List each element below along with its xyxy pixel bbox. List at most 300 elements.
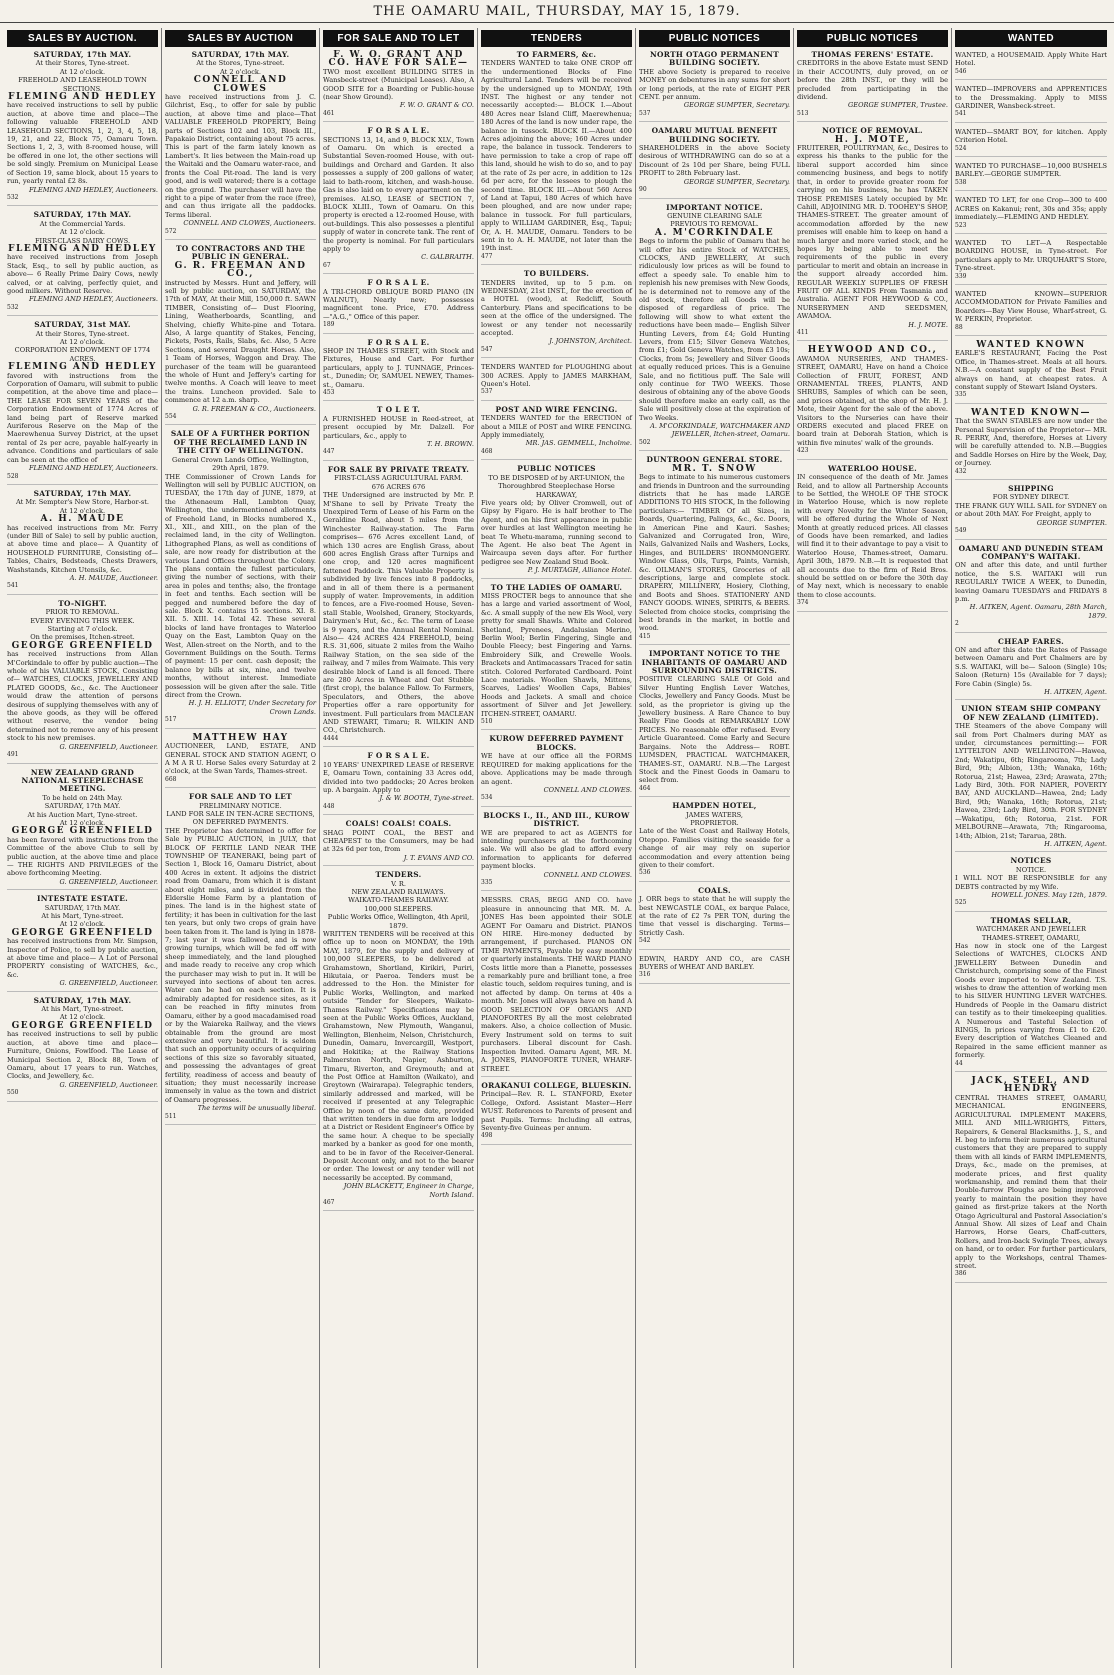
ad-title: DUNTROON GENERAL STORE.	[646, 455, 783, 465]
ad-body: have received instructions from Joseph Stack, Esq., to sell by public auction, as above— 6 Really Prime Dairy Cows, newly calved, or at calving, perfectly quiet, and good milkers. Without Reserve.	[7, 253, 158, 295]
ad-body: has received instructions to sell by public auction, at above time and place— Furniture, Onions, Fowlfood. The Lease of Municipal Section 2, Block 88, Town of Oamaru, about 17 years to run. Watches, Clocks, and Jewellery, &c.	[7, 1030, 158, 1081]
ad-line: GENUINE CLEARING SALE	[667, 211, 762, 220]
ad-title: ORAKANUI COLLEGE, BLUESKIN.	[481, 1080, 632, 1090]
ad-line: TO BE DISPOSED of by ART-UNION, the Thoroughbred Steeplechase Horse	[488, 473, 625, 491]
ad-advertiser: CONNELL AND CLOWES	[193, 75, 288, 94]
ad-number: 572	[165, 227, 177, 235]
ad-signature: C. GALBRAITH.	[421, 253, 474, 262]
ad-number: 510	[481, 718, 493, 726]
ad-title: KUROW DEFERRED PAYMENT BLOCKS.	[489, 734, 624, 752]
advertisement	[481, 465, 632, 578]
ad-title: NOTICE OF REMOVAL.	[822, 126, 923, 136]
ad-lines	[323, 474, 474, 491]
ad-body: THE Proprietor has determined to offer for Sale by PUBLIC AUCTION, in JULY, that BLOCK OF FERTILE LAND NEAR THE TOWNSHIP OF TEANERAKI, being part of Section 1, Block 16, Oamaru District, about 400 Acres in extent. It adjoins the district road from Oamaru, from which it is distant about eight miles, and is divided from the Elderslie Home Farm by a plantation of pines. The land is in the highest state of fertility; it has been in cultivation for the last ten years, but only two crops of grain have been taken from it. The land is lying in 1878-7; last year it was fallowed, and is now growing turnips, which will be fed off with sheep immediately, and the land ploughed and made ready to receive any crop which the purchaser may wish to put in. It will be surveyed into sections of about ten acres. Water can be had on each section. It is admirably adapted for residence sites, as it can be reached in fifty minutes from Oamaru, either by a good macadamised road or by the Waiareka Railway, and the views obtainable from the ground are most extensive and very beautiful. It is seldom that such an opportunity occurs of acquiring sections of this size so favorably situated, and possessing the advantages of great fertility, readiness of access and beauty of situation; they must necessarily increase immensely in value as the town and district of Oamaru progresses.	[165, 826, 316, 1104]
ad-signature: J. T. EVANS AND CO.	[403, 853, 474, 862]
advertisement	[165, 430, 316, 728]
ad-signature: G. GREENFIELD, Auctioneer.	[59, 1080, 158, 1089]
ad-signature: GEORGE SUMPTER, Secretary.	[683, 177, 790, 186]
ad-title: FOR SALE AND TO LET	[189, 792, 292, 802]
ad-title: IMPORTANT NOTICE TO THE INHABITANTS OF OAMARU AND SURROUNDING DISTRICTS.	[641, 649, 788, 676]
ad-body: WANTED KNOWN—SUPERIOR ACCOMMODATION for Private Families and Boarders—Bay View House, Wharf-street, G. W. PERKIN, Proprietor.	[955, 289, 1107, 324]
ad-advertiser: MR. T. SNOW	[672, 463, 757, 474]
ad-title: SATURDAY, 17th MAY.	[191, 50, 290, 59]
ad-number: 528	[7, 472, 19, 480]
advertisement	[481, 812, 632, 892]
section-header: SALES BY AUCTION	[165, 30, 316, 47]
advertisement	[955, 705, 1107, 852]
ad-number: 541	[955, 110, 967, 118]
advertisement	[323, 820, 474, 866]
ad-title: PUBLIC NOTICES	[517, 464, 596, 474]
ad-body: have received instructions from J. C. Gilchrist, Esq., to offer for sale by public auction, at above time and place—That VALUABLE FREEHOLD PROPERTY, Being parts of Sections 102 and 103, Block III., Papakaio District, containing about 75 acres. This is part of the farm lately known as Lambert's. It lies between the Main-road up the Waitaki and the Oamaru water-race, and fronts the Coal Pit-road. The land is very good, and is well watered; there is a cottage on the ground. The purchaser will have the right to a pipe of water from the race (free), and can thus irrigate all the paddocks. Terms liberal.	[165, 93, 316, 219]
ad-line: At 12 o'clock.	[59, 920, 106, 929]
ad-signature: CONNELL AND CLOWES.	[543, 785, 632, 794]
ad-advertiser: A. H. MAUDE	[40, 514, 125, 525]
ad-signature: JOHN BLACKETT, Engineer in Charge, North Island.	[343, 1182, 474, 1199]
ad-title: INTESTATE ESTATE.	[36, 894, 128, 904]
ad-number: 461	[323, 109, 335, 117]
ad-advertiser: G. R. FREEMAN AND CO.,	[174, 260, 307, 280]
ad-title: IMPORTANT NOTICE.	[666, 202, 763, 212]
ad-line: NOTICE.	[1015, 865, 1047, 874]
ad-number: 432	[955, 467, 967, 475]
ad-number: 467	[323, 1199, 335, 1206]
ad-signature: G. GREENFIELD, Auctioneer.	[59, 979, 158, 988]
advertisement	[955, 51, 1107, 80]
ad-signature: GEORGE SUMPTER, Trustee.	[848, 101, 948, 110]
ad-body: instructed by Messrs. Hunt and Jeffery, will sell by public auction, on SATURDAY, the 17th of MAY, At their Mill, 150,000 ft. SAWN TIMBER, Consisting of— Dust Flooring, Lining, Weatherboards, Scantling, and Shelving, chiefly White-pine and Totara. Also, A large quantity of Stakes, Fencing, Pickets, Posts, Rails, Slabs, &c. Also, 5 Acre Sections, and several Draught Horses. Also, 1 Team of Horses, Waggon and Dray. The purchaser of the team will be guaranteed the whole of Hunt and Jeffery's carting for twelve months. A Coach will leave to meet the trains. Luncheon provided. Sale to commence at 12 a.m. sharp.	[165, 278, 316, 405]
ad-signature: H. AITKEN, Agent.	[1044, 839, 1107, 848]
ad-title: SHIPPING	[1008, 484, 1054, 494]
ad-number: 335	[481, 878, 493, 886]
ad-title: SALE OF A FURTHER PORTION OF THE RECLAIMED LAND IN THE CITY OF WELLINGTON.	[170, 429, 311, 456]
advertisement	[7, 321, 158, 485]
ad-title: F O R S A L E.	[367, 337, 430, 347]
section-header: FOR SALE AND TO LET	[323, 30, 474, 47]
ad-lines	[955, 866, 1107, 874]
advertisement	[323, 871, 474, 1211]
column-3	[320, 28, 478, 1668]
ad-line: At 12 o'clock.	[59, 228, 106, 237]
ad-signature: HOWELL JONES. May 12th, 1879.	[991, 890, 1107, 899]
ad-line: To be held on 24th May.	[42, 793, 123, 802]
ad-line: HARKAWAY,	[535, 490, 578, 499]
ad-line: SATURDAY, 17th MAY.	[44, 903, 121, 912]
ad-line: PRELIMINARY NOTICE.	[199, 801, 282, 810]
ad-title: UNION STEAM SHIP COMPANY OF NEW ZEALAND (LIMITED).	[961, 704, 1101, 722]
ad-line: At Mr. Sempter's New Store, Harbor-st.	[16, 498, 149, 507]
ad-signature: G. GREENFIELD, Auctioneer.	[59, 742, 158, 751]
advertisement	[481, 363, 632, 401]
ad-advertiser: F. W. O. GRANT AND CO. HAVE FOR SALE—	[328, 50, 469, 69]
ad-body: Begs to intimate to his numerous customers and friends in Duntroon and the surrounding districts that he has made LARGE ADDITIONS TO HIS STOCK, In the following particulars:— TIMBER Of all Sizes, in Boards, Quartering, Palings, &c., &c. Doors, in American Pine and Kauri. Sashes; Galvanized and Corrugated Iron, Wire, Nails, Galvanized Nails and Washers, Locks, Hinges, and BUILDERS' IRONMONGERY. Window Glass, Oils, Turps, Paints, Varnish, &c. OILMAN'S STORES, Groceries of all descriptions, large and complete stock. DRAPERY, MILLINERY, Hosiery, Clothing, and Boots and Shoes. STATIONERY AND FANCY GOODS. WINES, SPIRITS, & BEERS. Selected from choice stocks, comprising the best brands in the market, in bottle and wood.	[639, 473, 790, 633]
ad-line: 676 ACRES 676	[371, 482, 426, 491]
ad-advertiser: GEORGE GREENFIELD	[11, 927, 154, 938]
ad-body: AUCTIONEER, LAND, ESTATE, AND GENERAL STOCK AND STATION AGENT, O A M A R U. Horse Sales every Saturday at 2 o'clock, at the Swan Yards, Thames-street.	[165, 742, 316, 776]
section-header: WANTED	[955, 30, 1107, 47]
ad-line: THAMES-STREET, OAMARU,	[981, 933, 1081, 942]
ad-number: 550	[7, 1089, 19, 1097]
ad-number: 386	[955, 1270, 967, 1278]
ad-advertiser: WANTED KNOWN—	[971, 407, 1091, 418]
advertisement	[955, 409, 1107, 480]
ad-number: 668	[165, 775, 177, 783]
ad-line: At 12 o'clock.	[59, 67, 106, 76]
ad-signature: GEORGE SUMPTER.	[1036, 518, 1107, 527]
ad-title: TO THE LADIES OF OAMARU.	[490, 582, 623, 592]
advertisement	[7, 769, 158, 891]
column-1	[4, 28, 162, 1668]
ad-number: 547	[481, 345, 493, 353]
ad-number: 468	[481, 447, 493, 455]
advertisement	[323, 406, 474, 460]
advertisement	[165, 245, 316, 426]
ad-title: F O R S A L E.	[367, 126, 430, 136]
ad-line: At 2 o'clock.	[219, 67, 262, 76]
ad-body: favored with instructions from the Corporation of Oamaru, will submit to public competition, at the above time and place— THE LEASE FOR SEVEN YEARS of the Corporation Endowment of 1774 Acres of land being part of Reserve marked Auriferous Reserve on the Map of the Maerewhenua Survey District, at the upset rental of 2s per acre, payable half-yearly in advance. Conditions and particulars of sale can be seen at the office of	[7, 371, 158, 464]
advertisement	[639, 51, 790, 122]
ad-number: 511	[165, 1112, 177, 1120]
advertisement	[481, 584, 632, 731]
ad-number: 498	[481, 1132, 493, 1140]
ad-advertiser: H. J. MOTE,	[834, 134, 911, 145]
ad-signature: H. J. MOTE.	[908, 320, 948, 329]
ad-body: A TRI-CHORD OBLIQUE BORD PIANO (IN WALNUT), Nearly new; possesses magnificent tone. Price, £70. Address—"A.G.," Office of this paper.	[323, 287, 474, 321]
ad-number: 411	[797, 329, 809, 336]
ad-title: TENDERS.	[375, 870, 422, 880]
advertisement	[955, 290, 1107, 336]
ad-line: At 12 o'clock.	[59, 338, 106, 346]
ad-title: TO-NIGHT.	[58, 598, 107, 608]
ad-number: 415	[639, 632, 651, 640]
ad-number: 447	[323, 448, 335, 456]
ad-title: SATURDAY, 17th MAY.	[33, 488, 132, 498]
ad-body: EARLE'S RESTAURANT, Facing the Post Office, in Thames-street. Meals at all hours. N.B.—A constant supply of the Best Fruit always on hand, at cheapest rates. A constant supply of Stewart Island Oysters.	[955, 349, 1107, 391]
ad-body: TENDERS invited, up to 5 p.m. on WEDNESDAY, 21st INST., for the erection of a HOTEL (wood), at Redcliff, South Canterbury. Plans and specifications to be seen at the office of the undersigned. The lowest or any tender not necessarily accepted.	[481, 278, 632, 337]
ad-title: T O L E T.	[376, 405, 421, 415]
advertisement	[323, 51, 474, 122]
ad-signature: J. & W. BOOTH, Tyne-street.	[379, 794, 474, 803]
ad-number: 536	[639, 869, 651, 877]
ad-lines	[165, 456, 316, 473]
ad-line: PRIOR TO REMOVAL.	[45, 608, 120, 617]
section-header: TENDERS	[481, 30, 632, 47]
ad-body: IN consequence of the death of Mr. James Reid, and to allow all Partnership Accounts to be Settled, the WHOLE OF THE STOCK in Waterloo House, which is now replete with every Novelty for the Winter Season, will be offered during the Whole of Next Month at greatly reduced prices. All classes of Goods have been remarked, and ladies will find it to their advantage to pay a visit to Waterloo House, Thames-street, Oamaru. April 30th, 1879. N.B.—It is requested that all accounts due to the firm of Reid Bros. should be settled on or before the 30th day of May next, which is necessary to enable them to close accounts.	[797, 473, 949, 599]
ad-line: At his Mart, Tyne-street.	[41, 1005, 124, 1014]
ad-line: At the Stores, Tyne-street.	[196, 59, 285, 68]
ad-number: 423	[797, 447, 809, 455]
advertisement	[639, 456, 790, 645]
ad-number: 335	[955, 391, 967, 399]
ad-body: POSITIVE CLEARING SALE Of Gold and Silver Hunting English Lever Watches, Clocks, Jewellery and Fancy Goods. Must be sold, as the proprietor is giving up the Jewellery business. A Rare Chance to buy Really Fine Goods at REMARKABLY LOW PRICES. No reasonable offer refused. Every Article Guaranteed. Come Early and Secure Bargains. Note the Address— ROBT. LUMSDEN, PRACTICAL WATCHMAKER, THAMES-ST., OAMARU. N.B.—The Largest Stock and the Finest Goods in Oamaru to select from.	[639, 675, 790, 785]
advertisement	[323, 339, 474, 402]
ad-body: have received instructions to sell by public auction, at above time and place—The following valuable FREEHOLD AND LEASEHOLD SECTIONS, 1, 2, 3, 4, 5, 18, 19, 21, and 22, Block 75, Oamaru Town. Sections 1, 2, 3, with 8-roomed house, will be offered in one lot, the other sections will be sold singly. Premium on Municipal Lease of Section 19, same block, about 15 years to run, yearly rental £2 8s.	[7, 101, 158, 186]
advertisement	[639, 127, 790, 198]
ad-line: WAIKATO-THAMES RAILWAY.	[348, 896, 449, 905]
advertisement	[955, 196, 1107, 234]
ad-title: SATURDAY, 17th MAY.	[33, 210, 132, 220]
ad-signature: A. M'CORKINDALE, WATCHMAKER AND JEWELLER, Itchen-street, Oamaru.	[650, 422, 790, 439]
section-header: SALES BY AUCTION.	[7, 30, 158, 47]
advertisement	[165, 51, 316, 240]
ad-line: SATURDAY, 17th MAY.	[44, 802, 121, 811]
ad-body: THE Steamers of the above Company will sail from Port Chalmers during MAY as under, circumstances permitting:— FOR LYTTELTON AND WELLINGTON—Hawea, 2nd; Wakatipu, 6th; Ringarooma, 7th; Lady Bird, 9th; Albion, 13th; Wanaka, 16th; Rotorua, 21st; Hawea, 23rd; Arawata, 27th; Lady Bird, 30th. FOR NAPIER, POVERTY BAY, AND AUCKLAND—Hawea, 2nd; Lady Bird, 9th; Wanaka, 16th; Rotorua, 21st; Hawea, 23rd; Lady Bird, 30th. FOR SYDNEY—Wakatipu, 6th; Rotorua, 21st. FOR MELBOURNE—Arawata, 7th; Ringarooma, 14th; Albion, 21st; Tararua, 28th.	[955, 722, 1107, 840]
ad-line: At their Stores, Tyne-street.	[35, 59, 130, 68]
ad-lines	[955, 925, 1107, 942]
advertisement	[955, 485, 1107, 539]
advertisement	[955, 162, 1107, 191]
advertisement	[955, 917, 1107, 1072]
advertisement	[639, 955, 790, 984]
ad-lines	[165, 59, 316, 76]
ad-line: FIRST-CLASS DAIRY COWS.	[34, 236, 131, 245]
ad-number: 546	[955, 67, 967, 75]
ad-lines	[481, 474, 632, 499]
ad-number: 532	[7, 303, 19, 311]
ad-number: 541	[7, 582, 19, 590]
advertisement	[955, 1077, 1107, 1283]
ad-title: CHEAP FARES.	[998, 636, 1064, 646]
ad-number: 537	[481, 388, 493, 396]
ad-signature: H. AITKEN, Agent. Oamaru, 28th March, 1879.	[969, 603, 1107, 620]
advertisement	[323, 279, 474, 333]
ad-title: WATERLOO HOUSE.	[828, 463, 917, 473]
ad-advertiser: JACK, STEEL, AND HENDRY	[971, 1076, 1091, 1095]
ad-signature: CONNELL AND CLOWES, Auctioneers.	[183, 219, 316, 228]
ad-body: has received instructions from Mr. Simpson, Inspector of Police, to sell by public auction, at above time and place— A Lot of Personal PROPERTY consisting of WATCHES, &c., &c.	[7, 937, 158, 979]
ad-title: NOTICES	[1010, 856, 1052, 866]
advertisement	[797, 127, 948, 341]
ad-body: THE Undersigned are instructed by Mr. P. M'Shane to sell by Private Treaty the Unexpired Term of Lease of his Farm on the Geraldine Road, about 5 miles from the Winchester Railway-station. The Farm comprises— 676 Acres excellent Land, of which 130 acres are English Grass, about 600 acres English Grass after Turnips and one crop, and 120 acres magnificent fattened Paddock. This Valuable Property is subdivided by live fences into 8 paddocks, and in all of them there is a permanent supply of water. Improvements, in addition to fences, are a Five-roomed House, Seven-stall Stable, Woolshed, Granery, Stockyards, Dairymen's Hut, &c., &c. The term of Lease is 9 years, and the Annual Rental Nominal. Also— 424 ACRES 424 FREEHOLD, being R.S. 31,606, situate 2 miles from the Waiho Railway Station, on the sea side of the railway, and 7 miles from Waimate. This very desirable block of Land is all fenced. There are 280 Acres in Wheat and Oat Stubble (first crop), the balance Fallow. To Farmers, Speculators, and Others, the above Properties offer a rare opportunity for investment. Full particulars from MACLEAN AND STEWART, Timaru; R. WILKIN AND CO., Christchurch.	[323, 491, 474, 735]
advertisement	[639, 887, 790, 950]
advertisement	[955, 545, 1107, 633]
advertisement	[165, 793, 316, 1125]
ad-body: ON and after this date the Rates of Passage between Oamaru and Port Chalmers are by S.S. WAITAKI, will be— Saloon (Single) 10s; Saloon (Return) 15s (Available for 7 days); Fore Cabin (Single) 5s.	[955, 645, 1107, 688]
ad-number: 537	[639, 109, 651, 117]
ad-line: At 12 o'clock.	[59, 818, 106, 827]
ad-advertiser: GEORGE GREENFIELD	[11, 640, 154, 651]
ad-signature: FLEMING AND HEDLEY, Auctioneers.	[28, 464, 158, 473]
ad-body: has been favored with instructions from the Committee of the above Club to sell by public auction, at the above time and place— THE RIGHTS AND PRIVILEGES of the above forthcoming Meeting.	[7, 835, 158, 878]
advertisement	[481, 896, 632, 1077]
ad-body: WANTED TO LET, for one Crop—300 to 400 ACRES on Kakanui; rent, 30s and 35s; apply immediately.—FLEMING AND HEDLEY.	[955, 196, 1107, 222]
ad-number: 464	[639, 784, 651, 792]
column-6	[794, 28, 952, 1668]
ad-line: On the premises, Itchen-street.	[30, 633, 135, 642]
ad-body: WANTED, a HOUSEMAID. Apply White Hart Hotel.	[955, 51, 1107, 68]
ad-line: LAND FOR SALE IN TEN-ACRE SECTIONS, ON DEFERRED PAYMENTS.	[166, 809, 315, 827]
ad-lines	[955, 493, 1107, 501]
ad-body: SECTIONS 13, 14, and 9, BLOCK XLV., Town of Oamaru. On which is erected a Substantial Seven-roomed House, with out-buildings and Orchard and Garden. It also possesses a supply of 200 gallons of water, laid to bath-room, kitchen, and wash-house. Gas is also laid on to every apartment on the premises. ALSO, LEASE of SECTION 7, BLOCK XLIII., Town of Oamaru. On this property is erected a 12-roomed House, with out-buildings. This also possesses a plentiful supply of water in concrete tank. The rent of the property is nominal. For full particulars apply to	[323, 135, 474, 253]
ad-number: 44	[955, 1059, 963, 1067]
advertisement	[7, 490, 158, 595]
ad-advertiser: GEORGE GREENFIELD	[11, 826, 154, 837]
ad-line: EVERY EVENING THIS WEEK.	[30, 616, 135, 625]
ad-body: THE Commissioner of Crown Lands for Wellington will sell by PUBLIC AUCTION, on TUESDAY, the 17th day of JUNE, 1879, at the Athenaeum Hall, Lambton Quay, Wellington, the undermentioned allotments of Freehold Land, in Blocks numbered X., XI., XII., and XIII., on the plan of the reclaimed land, in the city of Wellington. Lithographed Plans, as well as conditions of sale, are now ready for distribution at the various Land Offices throughout the Colony. The plans contain the fullest particulars, giving the number of sections, with their area in poles and tenths; also, the frontage in feet and tenths. Each section will be pegged and numbered before the day of sale. Block X. contains 15 sections. XI. 8. XII. 5. XIII. 14. Total 42. These several blocks of land have frontages to Waterloo Quay on the East, Lambton Quay on the West, Allen-street on the North, and to the Government Buildings on the South. Terms of payment: 15 per cent. cash deposit; the balance by bills at six, nine, and twelve months, without interest. Immediate possession will be given after the sale. Title direct from the Crown.	[165, 472, 316, 700]
advertisement	[7, 997, 158, 1102]
ad-signature: FLEMING AND HEDLEY, Auctioneers.	[28, 185, 158, 194]
advertisement	[481, 735, 632, 806]
ad-line: At 12 o'clock.	[59, 506, 106, 515]
advertisement	[797, 51, 948, 122]
advertisement	[955, 239, 1107, 285]
ad-line: CORPORATION ENDOWMENT OF 1774 ACRES.	[14, 346, 151, 363]
ad-body: WANTED—IMPROVERS and APPRENTICES to the Dressmaking. Apply to MISS GARDINER, Wansbeck-street.	[955, 85, 1107, 111]
ad-body: TENDERS WANTED for PLOUGHING about 300 ACRES. Apply to JAMES MARKHAM, Queen's Hotel.	[481, 363, 632, 389]
advertisement	[639, 204, 790, 452]
ad-number: 4444	[323, 734, 339, 742]
ad-number: 2	[955, 620, 959, 628]
ad-number: 513	[797, 109, 809, 117]
ad-line: PREVIOUS TO REMOVAL.	[670, 220, 759, 229]
ad-body: THE FRANK GUY WILL SAIL for SYDNEY on or about 20th MAY. For Freight, apply to	[955, 501, 1107, 519]
masthead-title: THE OAMARU MAIL, THURSDAY, MAY 15, 1879.	[373, 4, 741, 19]
ad-body: CREDITORS in the above Estate must SEND in their ACCOUNTS, duly proved, on or before the 28th INST., or they will be precluded from participating in the dividend.	[797, 59, 948, 102]
column-4	[478, 28, 636, 1668]
ad-number: 502	[639, 438, 651, 446]
ad-number: 448	[323, 802, 335, 810]
ad-number: 453	[323, 389, 335, 397]
ad-body: EDWIN, HARDY AND CO., are CASH BUYERS of WHEAT AND BARLEY.	[639, 954, 790, 972]
ad-body: SHAG POINT COAL, the BEST and CHEAPEST to the Consumers, may be had at 32s 6d per ton, from	[323, 828, 474, 854]
ad-signature: G. GREENFIELD, Auctioneer.	[59, 877, 158, 886]
ad-lines	[7, 1005, 158, 1022]
advertisement	[7, 895, 158, 991]
ad-lines	[165, 802, 316, 827]
ad-body: MISS PROCTER begs to announce that she has a large and varied assortment of Wool, &c. A small supply of the new Els Wool, very pretty for small Shawls. White and Colored Shetland, Pyrenees, Andalusian Merino, Berlin Wool; Berlin Fingering, Single and Double Fleecy; best Fingering and Yarns. Embroidery Silk, and Crewelle Wools. Brackets and Antimacassars Traced for satin stitch. Colored Perforated Cardboard. Point Lace materials. Woollen Shawls, Mittens, Scarves, Ladies' Woollen Caps, Babies' Hoods and Jackets. A small and choice assortment of Silver and Jet Jewellery. ITCHEN-STREET, OAMARU.	[481, 591, 632, 718]
advertisement	[955, 128, 1107, 157]
advertisement	[323, 127, 474, 274]
ad-number: 538	[955, 178, 967, 186]
ad-body: Begs to inform the public of Oamaru that he will offer his entire Stock of WATCHES, CLOCKS, AND JEWELLERY, At such ridiculously low prices as will be found to effect a speedy sale. To enable him to replenish his new premises with New Goods, he is determined not to remove any of the old stock, therefore all Goods will be disposed of regardless of price. The following will show to what extent the reductions have been made— English Silver Hunting Levers, from £4; Gold Hunting Levers, from £15; Silver Geneva Watches, from £1; Gold Geneva Watches, from £3 10s; Clocks, from 5s; Jewellery and Silver Goods at equally reduced prices. This is a Genuine Sale, and no fictitious puff. The Sale will only continue for TWO WEEKS. Those desirous of obtaining any of the above Goods should therefore make an early call, as the Sale will positively close at the expiration of Two Weeks.	[639, 237, 790, 422]
ad-title: FOR SALE BY PRIVATE TREATY.	[327, 464, 470, 474]
ad-title: TO BUILDERS.	[523, 269, 590, 279]
advertisement	[165, 734, 316, 788]
ad-lines	[639, 811, 790, 828]
ad-number: 189	[323, 321, 335, 329]
ad-title: POST AND WIRE FENCING.	[495, 404, 618, 414]
ad-lines	[7, 220, 158, 245]
ad-advertiser: HEYWOOD AND CO.,	[807, 345, 938, 356]
ad-lines	[7, 330, 158, 364]
ad-body: I WILL NOT BE RESPONSIBLE for any DEBTS contracted by my Wife.	[955, 874, 1107, 891]
ad-body: WANTED TO LET—A Respectable BOARDING HOUSE, in Tyne-street. For particulars apply to Mr. URQUHART'S Store, Tyne-street.	[955, 238, 1107, 273]
ad-number: 374	[797, 599, 809, 607]
ad-number: 316	[639, 971, 651, 979]
ad-number: 532	[7, 193, 19, 201]
ad-advertiser: GEORGE GREENFIELD	[11, 1020, 154, 1031]
ad-body: Has now in stock one of the Largest Selections of WATCHES, CLOCKS AND JEWELLERY Between Dunedin and Christchurch, comprising some of the Finest Goods ever imported to New Zealand. T.S. wishes to draw the attention of working men to his SILVER HUNTING LEVER WATCHES. Hundreds of People in the Oamaru district can testify as to their timekeeping qualities. A Numerous and Tasteful Selection of RINGS, In prices varying from £1 to £20. Every description of Watches Cleaned and Repaired in the same efficient manner as formerly.	[955, 941, 1107, 1060]
ad-signature: P. J. MURTAGH, Alliance Hotel.	[527, 566, 632, 575]
advertisement	[481, 51, 632, 265]
ad-line: FOR SYDNEY DIRECT.	[992, 493, 1070, 502]
advertisement	[955, 85, 1107, 123]
ad-line: FREEHOLD AND LEASEHOLD TOWN SECTIONS.	[18, 76, 147, 93]
ad-lines	[639, 212, 790, 229]
column-5	[636, 28, 794, 1668]
ad-signature: J. JOHNSTON, Architect.	[549, 337, 632, 346]
advertisement	[481, 406, 632, 460]
ad-body: AWAMOA NURSERIES, AND THAMES-STREET, OAMARU, Have on hand a Choice Collection of FRUIT, FOREST, AND ORNAMENTAL TREES, PLANTS, AND SHRUBS, Samples of which can be seen, and prices obtained, at the shop of Mr. H. J. Mote, their Agent for the sale of the above. Visitors to the Nurseries can have their ORDERS executed and placed FREE on board train at Deborah Station, which is within five minutes' walk of the grounds.	[797, 354, 948, 447]
ad-body: has received instructions from Allan M'Corkindale to offer by public auction—The whole of his VALUABLE STOCK, Consisting of— WATCHES, CLOCKS, JEWELLERY AND PLATED GOODS, &c., &c. The Auctioneer would draw the attention of persons desirous of supplying themselves with any of the above goods, as they will be offered without reserve, the vendor being determined not to remove any of his present stock to his new premises.	[7, 650, 158, 743]
ad-body: WRITTEN TENDERS will be received at this office up to noon on MONDAY, the 19th MAY, 1879, for the supply and delivery of 100,000 SLEEPERS, to be delivered at Grahamstown, Shortland, Kirikiri, Puriri, Hikutaia, or Paeroa. Tenders must be addressed to the Hon. the Minister for Public Works, Wellington, and marked outside "Tender for Sleepers, Waikato-Thames Railway." Specifications may be seen at the Public Works Offices, Auckland, Grahamstown, New Plymouth, Wanganui, Wellington, Blenheim, Nelson, Christchurch, Dunedin, Oamaru, Invercargill, Westport, and Hokitika; at the Railway Stations Palmerston North, Napier, Ashburton, Timaru, Riverton, and Greymouth; and at the Post Office at Hamilton (Waikato), and Greytown (Wairarapa). Telegraphic tenders, similarly addressed and marked, will be received if presented at any Telegraphic Office by noon of the same date, provided that written tenders in due form are lodged at a District or Resident Engineer's Office by the same hour. A cheque to be specially marked by a banker as good for one month, and to be in favor of the Receiver-General. Deposit Account only, and not to the bearer or order. The lowest or any tender will not necessarily be accepted. By command,	[323, 930, 474, 1182]
ad-advertiser: WANTED KNOWN	[976, 339, 1086, 350]
ad-body: WE are prepared to act as AGENTS for intending purchasers at the forthcoming sale. We will also be glad to afford every information to applicants for deferred payment blocks.	[481, 828, 632, 871]
ad-body: TENDERS WANTED to take ONE CROP off the undermentioned Blocks of Fine Agricultural Land. Tenders will be received by the undersigned up to MONDAY, 19th INST. The highest or any tender not necessarily accepted:— BLOCK I.—About 480 Acres near Island Cliff, Maerewhenua; 180 Acres of the land is now under rape, the balance in tussock. BLOCK II.—About 400 Acres adjoining the above; 160 Acres under rape, the balance in tussock. Tenderers to have permission to take a crop of rape off this land, should he wish to do so, and to pay at the rate of 2s per acre, in addition to 12s 6d per acre, for the lessees to plough the second time. BLOCK III.—About 560 Acres of Land at Tapui, 180 Acres of which have been ploughed, and are now under rape; balance in tussock. For full particulars, apply to WILLIAM GARDINER, Esq., Tapui; Or, A. H. MAUDE, Oamaru. Tenders to be sent in to A. H. MAUDE, not later than the 19th inst.	[481, 59, 632, 253]
ad-title: OAMARU MUTUAL BENEFIT BUILDING SOCIETY.	[651, 126, 778, 144]
advertisement	[797, 346, 948, 459]
ad-number: 534	[481, 794, 493, 802]
ad-body: TWO most excellent BUILDING SITES in Wansbeck-street (Municipal Leases). Also, A GOOD SITE for a Boarding or Public-house (near Show Ground).	[323, 67, 474, 102]
ad-number: 339	[955, 272, 967, 280]
ad-body: SHAREHOLDERS in the above Society desirous of WITHDRAWING can do so at a Discount of 2s 10d per Share, being FULL PROFIT to 28th February last.	[639, 144, 790, 178]
section-header: PUBLIC NOTICES	[639, 30, 790, 47]
ad-body: MESSRS. CRAS, BEGG AND CO. have pleasure in announcing that MR. M. A. JONES Has been appointed their SOLE AGENT For Oamaru and District. PIANOS ON HIRE. Hire-money deducted by arrangement, if purchased. PIANOS ON TIME PAYMENTS, Payable by easy monthly or quarterly instalments. THE WARD PIANO Costs little more than a Pianette, possesses a remarkably pure and brilliant tone, a free elastic touch, seldom requires tuning, and is not affected by damp. On terms at 40s a month. Mr. Jones will always have on hand A GOOD SELECTION OF ORGANS AND PIANOFORTES By all the most celebrated makers. Also, a choice collection of Music. Every Instrument sold on terms to suit purchasers. Liberal discount for Cash. Inspection Invited. Oamaru Agent, MR. M. A. JONES, PIANOFORTE TUNER, WHARF-STREET.	[481, 896, 632, 1073]
ad-body: ON and after this date, and until further notice, the S.S. WAITAKI will run REGULARLY TWICE A WEEK, to Dunedin, leaving Oamaru TUESDAYS and FRIDAYS 8 p.m.	[955, 561, 1107, 603]
advertisement	[955, 638, 1107, 701]
ad-line: At the Commercial Yards.	[39, 219, 126, 228]
ad-number: 491	[7, 751, 19, 759]
ad-line: General Crown Lands Office, Wellington, 29th April, 1879.	[172, 455, 309, 473]
ad-title: F O R S A L E.	[367, 751, 430, 761]
ad-body: THE above Society is prepared to receive MONEY on debentures in any sums for short or long periods, at the rate of EIGHT PER CENT. per annum.	[639, 67, 790, 102]
ad-title: COALS! COALS! COALS.	[345, 819, 452, 829]
ad-line: At his Auction Mart, Tyne-street.	[27, 810, 138, 819]
ad-title: THOMAS SELLAR,	[990, 915, 1072, 925]
ad-signature: GEORGE SUMPTER, Secretary.	[683, 101, 790, 110]
ad-number: 525	[955, 899, 967, 907]
ad-line: Starting at 7 o'clock.	[47, 625, 118, 633]
ad-signature: FLEMING AND HEDLEY, Auctioneers.	[28, 295, 158, 304]
ad-title: SATURDAY, 17th MAY.	[33, 50, 132, 59]
advertisement	[7, 600, 158, 764]
advertisement	[639, 802, 790, 882]
ad-line: V. R.	[391, 879, 406, 888]
ad-signature: G. R. FREEMAN & CO., Auctioneers.	[192, 404, 316, 413]
ad-line: At 12 o'clock.	[59, 1013, 106, 1022]
ad-body: That the SWAN STABLES are now under the Personal Supervision of the Proprietor— MR. R. PERRY, And, therefore, Horses at Livery will be carefully attended to. N.B.—Buggies and Saddle Horses on Hire by the Week, Day, or Journey.	[955, 417, 1107, 468]
ad-line: WATCHMAKER AND JEWELLER	[976, 925, 1086, 934]
advertisement	[955, 857, 1107, 911]
ad-number: 549	[955, 527, 967, 535]
ad-number: 517	[165, 716, 177, 724]
ad-body: WE have at our office all the FORMS REQUIRED for making applications for the above. Applications may be made through an agent.	[481, 752, 632, 786]
ad-lines	[323, 880, 474, 930]
advertisement	[7, 51, 158, 206]
ad-line: At his Mart, Tyne-street.	[41, 912, 124, 920]
masthead	[0, 0, 1114, 23]
ad-title: NEW ZEALAND GRAND NATIONAL STEEPLECHASE MEETING.	[21, 767, 144, 794]
ad-title: SATURDAY, 17th MAY.	[33, 995, 132, 1005]
ad-line: JAMES WATERS,	[686, 810, 743, 819]
ad-title: OAMARU AND DUNEDIN STEAM COMPANY'S WAITAKI.	[958, 543, 1104, 561]
advertisement	[7, 211, 158, 316]
ad-signature: F. W. O. GRANT & CO.	[399, 101, 474, 110]
ad-signature: H. J. H. ELLIOTT, Under Secretary for Crown Lands.	[188, 699, 316, 716]
ad-number: 542	[639, 937, 651, 945]
ad-title: COALS.	[698, 885, 731, 895]
column-7	[952, 28, 1110, 1668]
ad-body: FRUITERER, POULTRYMAN, &c., Desires to express his thanks to the public for the liberal support accorded him since commencing business, and begs to notify that, in order to provide greater room for carrying on his business, he has TAKEN THOSE PREMISES Lately occupied by Mr. Cahill, ADJOINING MR. D. TOOHEY'S SHOP, THAMES-STREET. The greater amount of accommodation afforded by the new premises will enable him to keep on hand a much larger and more varied stock, and he hopes by being able to meet the requirements of the public in every particular to merit and obtain an increase in the support already accorded him. REGULAR WEEKLY SUPPLIES OF FRESH FRUIT OF ALL KINDS From Tasmania and Australia. AGENT FOR HEYWOOD & CO., NURSERYMEN AND SEEDSMEN, AWAMOA.	[797, 144, 948, 321]
ad-body: has received instructions from Mr. Ferry (under Bill of Sale) to sell by public auction, at above time and place— A Quantity of HOUSEHOLD FURNITURE, Consisting of— Tables, Chairs, Bedsteads, Chests Drawers, Washstands, Kitchen Utensils, &c.	[7, 523, 158, 574]
ad-title: SATURDAY, 31st MAY.	[34, 320, 131, 330]
ad-number: 477	[481, 252, 493, 260]
ad-lines	[7, 498, 158, 515]
ad-advertiser: FLEMING AND HEDLEY	[8, 362, 157, 373]
column-2	[162, 28, 320, 1668]
ad-lines	[7, 794, 158, 828]
ad-line: PROPRIETOR.	[690, 818, 739, 827]
